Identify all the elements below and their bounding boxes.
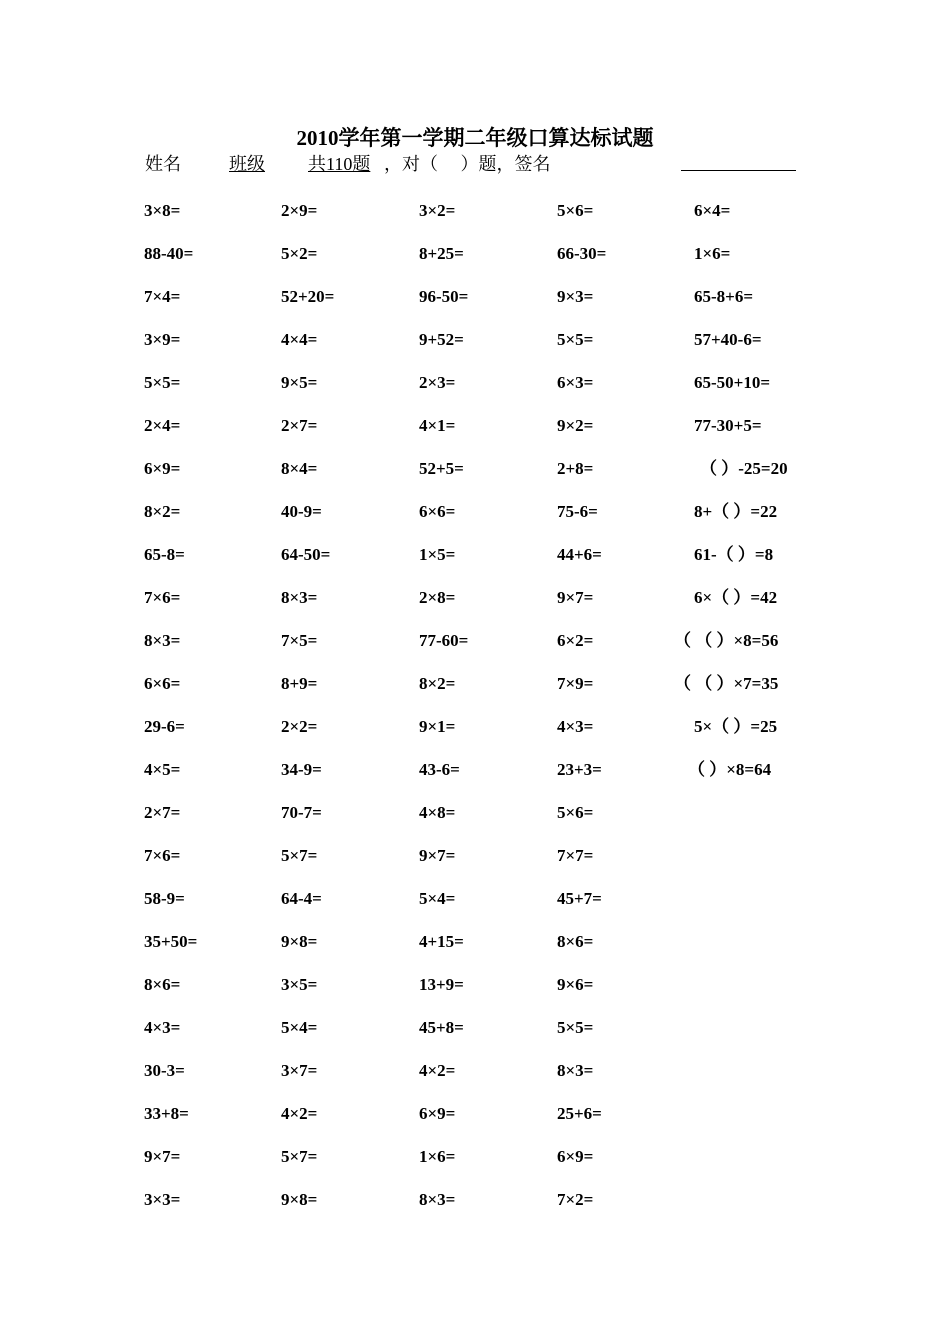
question-item: 5×6= <box>557 201 594 220</box>
question-item: 8×3= <box>281 588 318 607</box>
question-item: 6×（ ）=42 <box>694 588 778 607</box>
question-item: （ （ ）×7=35 <box>674 674 779 693</box>
question-item: 9×2= <box>557 416 594 435</box>
total-questions: 共110题 <box>308 154 371 174</box>
question-item: 6×3= <box>557 373 594 392</box>
question-item: 9×7= <box>419 846 456 865</box>
question-item: 77-30+5= <box>694 416 762 435</box>
question-item: 34-9= <box>281 760 322 779</box>
question-item: 8×2= <box>144 502 181 521</box>
question-item: 9×7= <box>144 1147 181 1166</box>
question-item: 2×7= <box>144 803 181 822</box>
question-item: 5×4= <box>281 1018 318 1037</box>
question-item: 75-6= <box>557 502 598 521</box>
question-item: 4×2= <box>419 1061 456 1080</box>
page-title: 2010学年第一学期二年级口算达标试题 <box>296 126 654 150</box>
question-item: 88-40= <box>144 244 194 263</box>
question-item: 5×7= <box>281 846 318 865</box>
question-item: 29-6= <box>144 717 185 736</box>
question-item: 3×3= <box>144 1190 181 1209</box>
name-label: 姓名 <box>145 154 181 174</box>
question-item: 8+25= <box>419 244 464 263</box>
question-item: 2×4= <box>144 416 181 435</box>
question-item: 7×6= <box>144 588 181 607</box>
question-item: 61-（ ）=8 <box>694 545 774 564</box>
question-item: 3×8= <box>144 201 181 220</box>
question-item: 9×6= <box>557 975 594 994</box>
question-item: 43-6= <box>419 760 460 779</box>
question-item: 8×3= <box>144 631 181 650</box>
question-item: 2×7= <box>281 416 318 435</box>
question-item: 8×4= <box>281 459 318 478</box>
question-item: 3×9= <box>144 330 181 349</box>
question-item: 57+40-6= <box>694 330 762 349</box>
question-item: 2×3= <box>419 373 456 392</box>
question-item: 6×6= <box>419 502 456 521</box>
question-item: 5×2= <box>281 244 318 263</box>
question-item: 1×5= <box>419 545 456 564</box>
question-item: 9×3= <box>557 287 594 306</box>
question-item: 6×9= <box>557 1147 594 1166</box>
question-item: 8×2= <box>419 674 456 693</box>
question-item: 9+52= <box>419 330 464 349</box>
question-item: 5×6= <box>557 803 594 822</box>
question-item: 52+20= <box>281 287 335 306</box>
question-item: 6×2= <box>557 631 594 650</box>
question-item: 4+15= <box>419 932 464 951</box>
question-item: 25+6= <box>557 1104 602 1123</box>
question-item: 5×（ ）=25 <box>694 717 778 736</box>
question-item: 5×5= <box>557 1018 594 1037</box>
question-item: 3×2= <box>419 201 456 220</box>
question-item: 7×6= <box>144 846 181 865</box>
question-item: 64-4= <box>281 889 322 908</box>
question-item: 4×5= <box>144 760 181 779</box>
column-5 <box>674 201 788 803</box>
question-item: 9×8= <box>281 1190 318 1209</box>
question-item: 2×9= <box>281 201 318 220</box>
question-item: 3×7= <box>281 1061 318 1080</box>
question-item: 3×5= <box>281 975 318 994</box>
question-item: 9×7= <box>557 588 594 607</box>
question-item: 96-50= <box>419 287 469 306</box>
question-item: 4×8= <box>419 803 456 822</box>
question-item: 65-8= <box>144 545 185 564</box>
question-item: 7×2= <box>557 1190 594 1209</box>
question-item: 65-8+6= <box>694 287 754 306</box>
question-item: 23+3= <box>557 760 602 779</box>
question-item: 6×9= <box>419 1104 456 1123</box>
question-item: 2×8= <box>419 588 456 607</box>
question-item: 6×4= <box>694 201 731 220</box>
question-item: 9×1= <box>419 717 456 736</box>
column-2 <box>281 201 334 1233</box>
question-item: 45+7= <box>557 889 602 908</box>
question-item: 7×5= <box>281 631 318 650</box>
question-item: 4×4= <box>281 330 318 349</box>
correct-count-and-signature: ，对（ ）题，签名 <box>384 154 551 174</box>
question-item: （ （ ）×8=56 <box>674 631 779 650</box>
question-item: 4×1= <box>419 416 456 435</box>
question-item: 8×6= <box>144 975 181 994</box>
question-item: 52+5= <box>419 459 464 478</box>
question-item: （ ）-25=20 <box>700 459 788 478</box>
question-item: 4×2= <box>281 1104 318 1123</box>
question-item: （ ）×8=64 <box>688 760 772 779</box>
question-item: 7×9= <box>557 674 594 693</box>
question-item: 7×7= <box>557 846 594 865</box>
question-item: 8×3= <box>419 1190 456 1209</box>
question-item: 5×7= <box>281 1147 318 1166</box>
question-item: 70-7= <box>281 803 322 822</box>
question-item: 64-50= <box>281 545 331 564</box>
question-item: 9×8= <box>281 932 318 951</box>
question-item: 4×3= <box>557 717 594 736</box>
question-item: 35+50= <box>144 932 198 951</box>
question-item: 58-9= <box>144 889 185 908</box>
column-3 <box>419 201 468 1233</box>
class-label: 班级 <box>229 154 265 174</box>
question-item: 30-3= <box>144 1061 185 1080</box>
question-item: 5×4= <box>419 889 456 908</box>
question-item: 7×4= <box>144 287 181 306</box>
question-item: 13+9= <box>419 975 464 994</box>
question-item: 2×2= <box>281 717 318 736</box>
question-item: 65-50+10= <box>694 373 771 392</box>
question-item: 4×3= <box>144 1018 181 1037</box>
column-4 <box>557 201 606 1233</box>
signature-line <box>681 170 796 171</box>
question-item: 5×5= <box>144 373 181 392</box>
question-item: 6×6= <box>144 674 181 693</box>
question-item: 33+8= <box>144 1104 189 1123</box>
question-item: 66-30= <box>557 244 607 263</box>
question-item: 1×6= <box>694 244 731 263</box>
column-1 <box>144 201 197 1233</box>
question-item: 77-60= <box>419 631 469 650</box>
question-item: 2+8= <box>557 459 594 478</box>
question-item: 44+6= <box>557 545 602 564</box>
question-item: 45+8= <box>419 1018 464 1037</box>
question-item: 6×9= <box>144 459 181 478</box>
question-item: 8×6= <box>557 932 594 951</box>
question-item: 9×5= <box>281 373 318 392</box>
question-item: 40-9= <box>281 502 322 521</box>
question-item: 8+（ ）=22 <box>694 502 778 521</box>
question-item: 1×6= <box>419 1147 456 1166</box>
question-item: 5×5= <box>557 330 594 349</box>
question-item: 8+9= <box>281 674 318 693</box>
question-item: 8×3= <box>557 1061 594 1080</box>
